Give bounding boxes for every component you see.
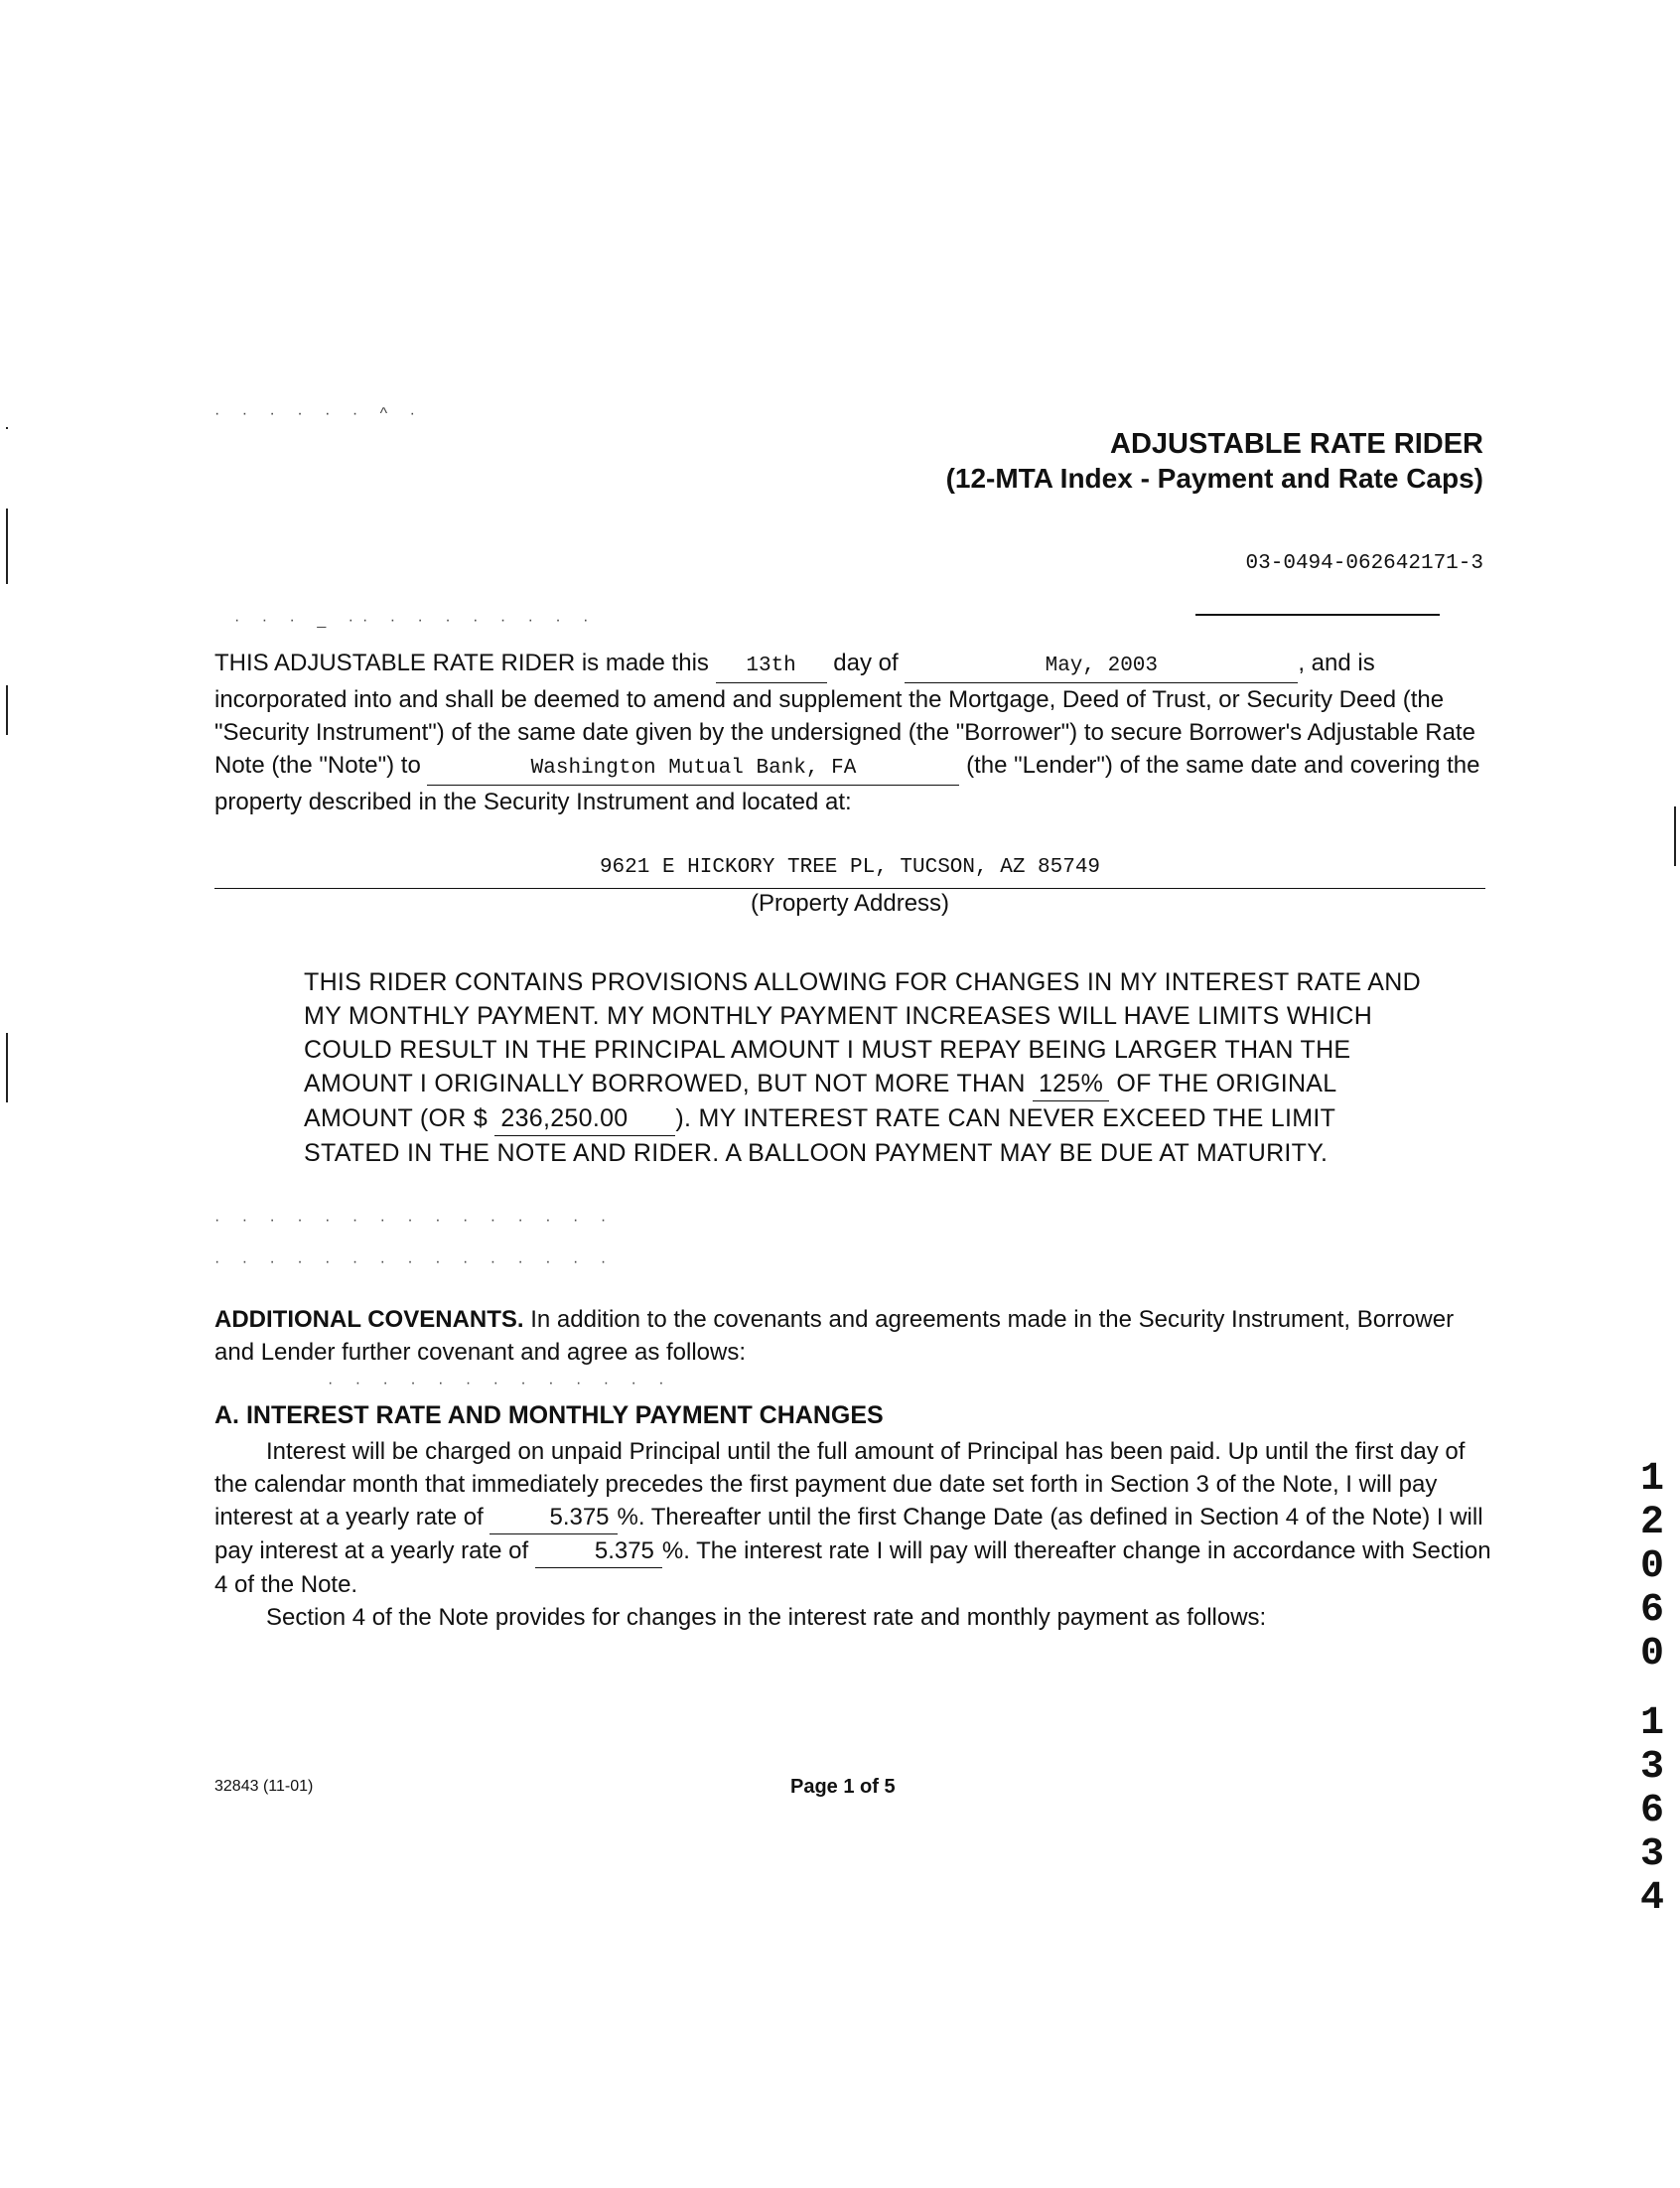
- left-margin-mark: [6, 427, 8, 429]
- right-margin-mark: [1674, 806, 1676, 866]
- loan-number: 03-0494-062642171-3: [1245, 552, 1483, 575]
- left-margin-mark: [6, 685, 8, 735]
- rider-intro-paragraph: [214, 647, 1485, 818]
- day-field: 13th: [716, 650, 827, 683]
- section-a-paragraph: Section 4 of the Note provides for changes in the interest rate and monthly payment as follows:: [266, 1604, 1267, 1631]
- notice-text: THIS RIDER CONTAINS PROVISIONS ALLOWING FOR CHANGES IN MY INTEREST RATE AND MY MONTHLY PAYMENT. MY MONTHLY PAYMENT INCREASES WILL HAVE LIMITS WHICH COULD RESULT IN THE PRINCIPAL AMOUNT I MUST REPAY BEING LARGER THAN THE AMOUNT I ORIGINALLY BORROWED, BUT NOT MORE THAN: [304, 968, 1421, 1097]
- stamp-digit: 1: [1639, 1457, 1664, 1502]
- percent-field: 125%: [1033, 1067, 1109, 1101]
- document-subtitle: (12-MTA Index - Payment and Rate Caps): [945, 463, 1483, 494]
- month-year-field: May, 2003: [905, 650, 1298, 683]
- intro-text: (the "Lender") of the same date and covering the property described in the Security Instrument and located at:: [214, 752, 1480, 815]
- section-a-paragraph: [214, 1435, 1499, 1601]
- recording-stamp: [1632, 1458, 1672, 1921]
- scan-noise: · · · · · · ^ ·: [214, 405, 424, 422]
- stamp-digit: 0: [1639, 1544, 1664, 1589]
- intro-text: day of: [833, 650, 899, 676]
- document-title: ADJUSTABLE RATE RIDER: [1110, 428, 1483, 460]
- section-a-body: [214, 1435, 1499, 1634]
- form-number: 32843 (11-01): [214, 1778, 314, 1795]
- stamp-gap: [1632, 1677, 1672, 1702]
- stamp-digit: 3: [1639, 1832, 1664, 1877]
- stamp-digit: 1: [1639, 1701, 1664, 1746]
- left-margin-mark: [6, 1033, 8, 1102]
- change-rate-field: 5.375: [535, 1534, 662, 1568]
- property-address-label: (Property Address): [750, 890, 950, 917]
- section-text: %. Thereafter until the first Change Date (as defined in Section 4 of the Note) I will pay interest at a yearly rate of: [214, 1504, 1483, 1564]
- stamp-digit: 2: [1639, 1501, 1664, 1545]
- rider-notice: [304, 965, 1426, 1170]
- stamp-digit: 0: [1639, 1632, 1664, 1677]
- left-margin-mark: [6, 509, 8, 584]
- section-text: Interest will be charged on unpaid Principal until the full amount of Principal has been paid. Up until the first day of the calendar month that immediately precedes the first payment due date set forth in Section 3 of the Note, I will pay interest at a yearly rate of: [214, 1438, 1466, 1531]
- amount-field: 236,250.00: [494, 1101, 675, 1136]
- stamp-digit: 6: [1639, 1789, 1664, 1833]
- property-address-field: 9621 E HICKORY TREE PL, TUCSON, AZ 85749: [214, 856, 1485, 889]
- header-rule: [1195, 614, 1440, 616]
- stamp-digit: 3: [1639, 1745, 1664, 1790]
- intro-text: THIS ADJUSTABLE RATE RIDER is made this: [214, 650, 709, 676]
- notice-text: OF THE ORIGINAL AMOUNT (OR $: [304, 1070, 1336, 1132]
- scan-noise: · · · _ ·· · · · · · · · ·: [234, 612, 598, 629]
- stamp-digit: 4: [1639, 1876, 1664, 1921]
- lender-field: Washington Mutual Bank, FA: [427, 752, 959, 786]
- scan-noise: · · · · · · · · · · · · ·: [328, 1375, 673, 1391]
- covenants-text: In addition to the covenants and agreements made in the Security Instrument, Borrower and Lender further covenant and agree as follows:: [214, 1306, 1455, 1366]
- initial-rate-field: 5.375: [490, 1501, 617, 1534]
- section-text: %. The interest rate I will pay will thereafter change in accordance with Section 4 of the Note.: [214, 1537, 1491, 1598]
- notice-text: ). MY INTEREST RATE CAN NEVER EXCEED THE LIMIT STATED IN THE NOTE AND RIDER. A BALLOON PAYMENT MAY BE DUE AT MATURITY.: [304, 1104, 1335, 1167]
- additional-covenants: [214, 1303, 1495, 1369]
- section-a-heading: A. INTEREST RATE AND MONTHLY PAYMENT CHANGES: [214, 1401, 884, 1429]
- intro-text: , and is incorporated into and shall be deemed to amend and supplement the Mortgage, Deed of Trust, or Security Deed (the "Security Instrument") of the same date given by the undersigned (the "Borrower") to secure Borrower's Adjustable Rate Note (the "Note") to: [214, 650, 1475, 779]
- stamp-digit: 6: [1639, 1588, 1664, 1633]
- scan-noise: · · · · · · · · · · · · · · ·: [214, 1253, 616, 1270]
- scan-noise: · · · · · · · · · · · · · · ·: [214, 1212, 616, 1229]
- covenants-heading: ADDITIONAL COVENANTS.: [214, 1306, 524, 1333]
- page-number: Page 1 of 5: [790, 1776, 896, 1798]
